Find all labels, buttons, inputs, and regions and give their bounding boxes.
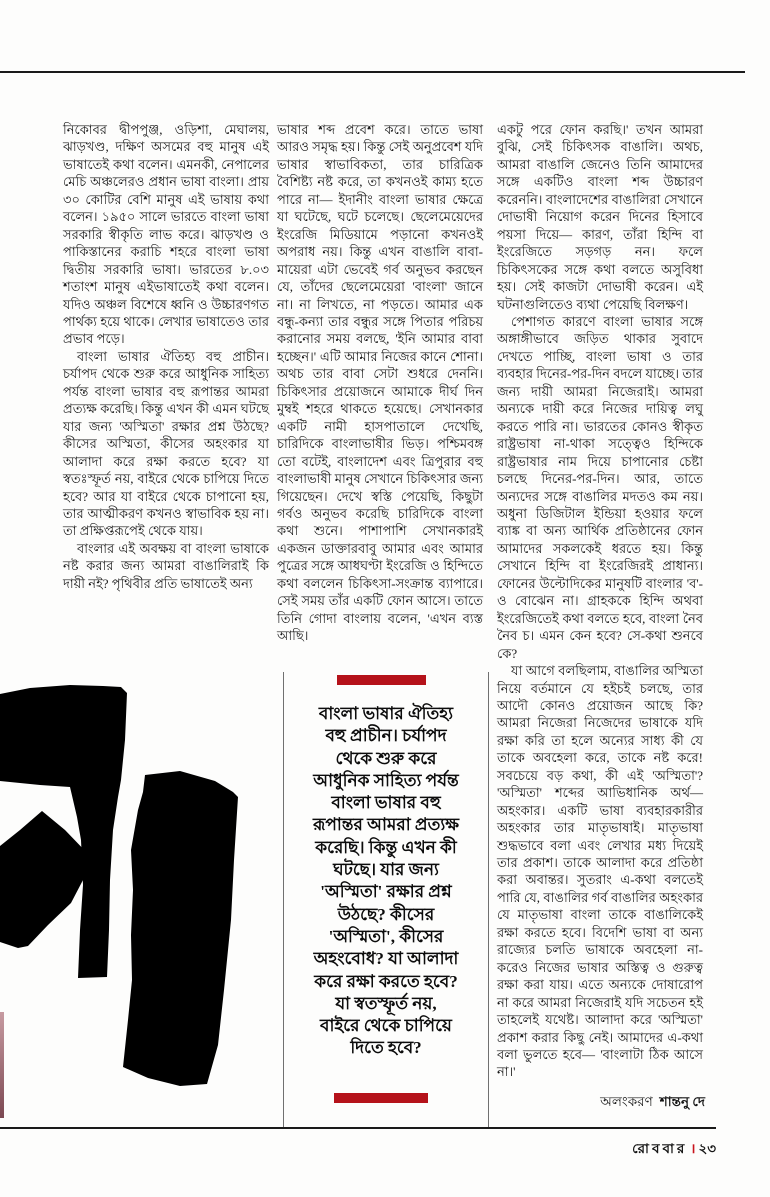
pull-quote-line: যা স্বতস্ফূর্ত নয়, bbox=[335, 993, 437, 1013]
ink-illustration bbox=[0, 680, 245, 1120]
pull-quote-line: উঠছে? কীসের bbox=[337, 904, 435, 924]
pull-quote-line: 'অস্মিতা' রক্ষার প্রশ্ন bbox=[320, 882, 452, 902]
pull-quote-line: বাইরে থেকে চাপিয়ে bbox=[320, 1016, 452, 1036]
pull-quote-line: বাংলা ভাষার ঐতিহ্য bbox=[318, 704, 454, 723]
credit-label: অলংকরণ bbox=[600, 1094, 653, 1109]
credit-name: শান্তনু দে bbox=[659, 1094, 705, 1109]
page-footer bbox=[0, 1138, 716, 1161]
pull-quote-line: রূপান্তর আমরা প্রত্যক্ষ bbox=[312, 815, 460, 835]
page-number: ২৩ bbox=[698, 1141, 716, 1156]
pull-quote-line: 'অস্মিতা', কীসের bbox=[328, 926, 444, 946]
pull-quote-line: থেকে শুরু করে bbox=[335, 748, 437, 768]
body-paragraph: বাংলার এই অবক্ষয় বা বাংলা ভাষাকে নষ্ট করার জন্য আমরা বাঙালিরাই কি দায়ী নই? পৃথিবীর প্রতি ভাষাতেই অন্য bbox=[63, 540, 269, 591]
pull-quote-line: আধুনিক সাহিত্য পর্যন্ত bbox=[313, 770, 459, 790]
body-paragraph: একটু পরে ফোন করছি।' তখন আমরা বুঝি, সেই চিকিৎসক বাঙালি। অথচ, আমরা বাঙালি জেনেও তিনি আমাদের সঙ্গে একটিও বাংলা শব্দ উচ্চারণ করেননি। বাংলাদেশের বাঙালিরা সেখানে দোভাষী নিয়োগ করেন দিনের হিসাবে পয়সা দিয়ে— কারণ, তাঁরা হিন্দি বা ইংরেজিতে সড়গড় নন। ফলে চিকিৎসকের সঙ্গে কথা বলতে অসুবিধা হয়। সেই কাজটা দোভাষী করেন। এই ঘটনাগুলিতেও ব্যথা পেয়েছি বিলক্ষণ। bbox=[497, 122, 703, 312]
brush-stroke-lower-left bbox=[0, 811, 90, 948]
top-rule bbox=[0, 71, 745, 73]
article-column-3 bbox=[497, 121, 703, 1081]
magazine-name: রোববার bbox=[632, 1141, 688, 1156]
pull-quote-line: করে রক্ষা করতে হবে? bbox=[314, 971, 458, 991]
pull-quote bbox=[284, 703, 488, 1060]
pull-quote-line: করেছি। কিন্তু এখন কী bbox=[315, 837, 457, 857]
footer-separator: । bbox=[690, 1141, 696, 1156]
body-paragraph: বাংলা ভাষার ঐতিহ্য বহু প্রাচীন। চর্যাপদ থেকে শুরু করে আধুনিক সাহিত্য পর্যন্ত বাংলা ভাষার বহু রূপান্তর আমরা প্রত্যক্ষ করেছি। কিন্তু এখন কী এমন ঘটছে যার জন্য 'অস্মিতা' রক্ষার প্রশ্ন উঠছে? কীসের অস্মিতা, কীসের অহংকার যা আলাদা করে রক্ষা করতে হবে? যা স্বতঃস্ফূর্ত নয়, বাইরে থেকে চাপিয়ে দিতে হবে? আর যা বাইরে থেকে চাপানো হয়, তার আত্মীকরণ কখনও স্বাভাবিক হয় না। তা প্রক্ষিপ্তরূপেই থেকে যায়। bbox=[63, 348, 269, 539]
bottom-rule bbox=[0, 1127, 716, 1129]
column-divider-right bbox=[488, 672, 489, 1128]
body-paragraph: ভাষার শব্দ প্রবেশ করে। তাতে ভাষা আরও সমৃদ্ধ হয়। কিন্তু সেই অনুপ্রবেশ যদি ভাষার স্বাভাবিকতা, তার চারিত্রিক বৈশিষ্ট্য নষ্ট করে, তা কখনওই কাম্য হতে পারে না— ইদানীং বাংলা ভাষার ক্ষেত্রে যা ঘটেছে, ঘটে চলেছে। ছেলেমেয়েদের ইংরেজি মিডিয়ামে পড়ানো কখনওই অপরাধ নয়। কিন্তু এখন বাঙালি বাবা-মায়েরা এটা ভেবেই গর্ব অনুভব করছেন যে, তাঁদের ছেলেমেয়েরা 'বাংলা' জানে না। না লিখতে, না পড়তে। আমার এক বন্ধু-কন্যা তার বন্ধুর সঙ্গে পিতার পরিচয় করানোর সময় বলছে, 'ইনি আমার বাবা হচ্ছেন।' এটি আমার নিজের কানে শোনা। অথচ তার বাবা সেটা শুধরে দেননি। চিকিৎসার প্রয়োজনে আমাকে দীর্ঘ দিন মুম্বই শহরে থাকতে হয়েছে। সেখানকার একটি নামী হাসপাতালে দেখেছি, চারিদিকে বাংলাভাষীর ভিড়। পশ্চিমবঙ্গ তো বটেই, বাংলাদেশ এবং ত্রিপুরার বহু বাংলাভাষী মানুষ সেখানে চিকিৎসার জন্য গিয়েছেন। দেখে স্বস্তি পেয়েছি, কিছুটা গর্বও অনুভব করেছি চারিদিকে বাংলা কথা শুনে। পাশাপাশি সেখানকারই একজন ডাক্তারবাবু আমার এবং আমার পুত্রের সঙ্গে আধঘণ্টা ইংরেজি ও হিন্দিতে কথা বললেন চিকিৎসা-সংক্রান্ত ব্যাপারে। সেই সময় তাঁর একটি ফোন আসে। তাতে তিনি গোদা বাংলায় বলেন, 'এখন ব্যস্ত আছি। bbox=[277, 122, 483, 644]
body-paragraph: যা আগে বলছিলাম, বাঙালির অস্মিতা নিয়ে বর্তমানে যে হইচই চলছে, তার আদৌ কোনও প্রয়োজন আছে কি? আমরা নিজেরা নিজেদের ভাষাকে যদি রক্ষা করি তা হলে অন্যের সাধ্য কী যে তাকে অবহেলা করে, তাকে নষ্ট করে! সবচেয়ে বড় কথা, কী এই 'অস্মিতা'? 'অস্মিতা' শব্দের আভিধানিক অর্থ— অহংকার। একটি ভাষা ব্যবহারকারীর অহংকার তার মাতৃভাষাই। মাতৃভাষা শুদ্ধভাবে বলা এবং লেখার মধ্য দিয়েই তার প্রকাশ। তাকে আলাদা করে প্রতিষ্ঠা করা অবান্তর। সুতরাং এ-কথা বলতেই পারি যে, বাঙালির গর্ব বাঙালির অহংকার যে মাতৃভাষা বাংলা তাকে বাঙালিকেই রক্ষা করতে হবে। বিদেশি ভাষা বা অন্য রাজ্যের চলতি ভাষাকে অবহেলা না-করেও নিজের ভাষার অস্তিত্ব ও গুরুত্ব রক্ষা করা যায়। এতে অন্যকে দোষারোপ না করে আমরা নিজেরাই যদি সচেতন হই তাহলেই যথেষ্ট। আলাদা করে 'অস্মিতা' প্রকাশ করার কিছু নেই। আমাদের এ-কথা বলা ভুলতে হবে— 'বাংলাটা ঠিক আসে না।' bbox=[497, 663, 703, 1080]
pull-quote-line: ঘটছে। যার জন্য bbox=[333, 860, 439, 880]
illustration-credit bbox=[497, 1091, 705, 1114]
article-column-2 bbox=[277, 121, 483, 645]
brush-stroke-right bbox=[123, 771, 238, 1086]
pull-quote-line: অহংবোধ? যা আলাদা bbox=[313, 949, 459, 969]
pull-quote-line: দিতে হবে? bbox=[350, 1038, 422, 1058]
pull-quote-line: বাংলা ভাষার বহু bbox=[331, 793, 441, 813]
pull-quote-bottom-bar bbox=[334, 1093, 428, 1103]
pull-quote-line: বহু প্রাচীন। চর্যাপদ bbox=[325, 726, 447, 746]
page-edge-sliver bbox=[0, 1012, 4, 1118]
pull-quote-top-bar bbox=[337, 675, 426, 685]
body-paragraph: নিকোবর দ্বীপপুঞ্জ, ওড়িশা, মেঘালয়, ঝাড়খণ্ড, দক্ষিণ অসমের বহু মানুষ এই ভাষাতেই কথা বলেন। এমনকী, নেপালের মেচি অঞ্চলেরও প্রধান ভাষা বাংলা। প্রায় ৩০ কোটির বেশি মানুষ এই ভাষায় কথা বলেন। ১৯৫০ সালে ভারতে বাংলা ভাষা সরকারি স্বীকৃতি লাভ করে। ঝাড়খণ্ড ও পাকিস্তানের করাচি শহরে বাংলা ভাষা দ্বিতীয় সরকারি ভাষা। ভারতের ৮.০৩ শতাংশ মানুষ এইভাষাতেই কথা বলেন। যদিও অঞ্চল বিশেষে ধ্বনি ও উচ্চারণগত পার্থক্য হয়ে থাকে। লেখার ভাষাতেও তার প্রভাব পড়ে। bbox=[63, 122, 269, 347]
body-paragraph: পেশাগত কারণে বাংলা ভাষার সঙ্গে অঙ্গাঙ্গীভাবে জড়িত থাকার সুবাদে দেখতে পাচ্ছি, বাংলা ভাষা ও তার ব্যবহার দিনের-পর-দিন বদলে যাচ্ছে। তার জন্য দায়ী আমরা নিজেরাই। আমরা অন্যকে দায়ী করে নিজের দায়িত্ব লঘু করতে পারি না। ভারতের কোনও স্বীকৃত রাষ্ট্রভাষা না-থাকা সত্ত্বেও হিন্দিকে রাষ্ট্রভাষার নাম দিয়ে চাপানোর চেষ্টা চলছে দিনের-পর-দিন। আর, তাতে অন্যদের সঙ্গে বাঙালির মদতও কম নয়। অধুনা ডিজিটাল ইন্ডিয়া হওয়ার ফলে ব্যাঙ্ক বা অন্য আর্থিক প্রতিষ্ঠানের ফোন আমাদের সকলকেই ধরতে হয়। কিন্তু সেখানে হিন্দি বা ইংরেজিরই প্রাধান্য। ফোনের উল্টোদিকের মানুষটি বাংলার 'ব'-ও বোঝেন না। গ্রাহককে হিন্দি অথবা ইংরেজিতেই কথা বলতে হবে, বাংলা নৈব নৈব চ। এমন কেন হবে? সে-কথা শুনবে কে? bbox=[497, 313, 703, 661]
article-column-1 bbox=[63, 121, 269, 592]
